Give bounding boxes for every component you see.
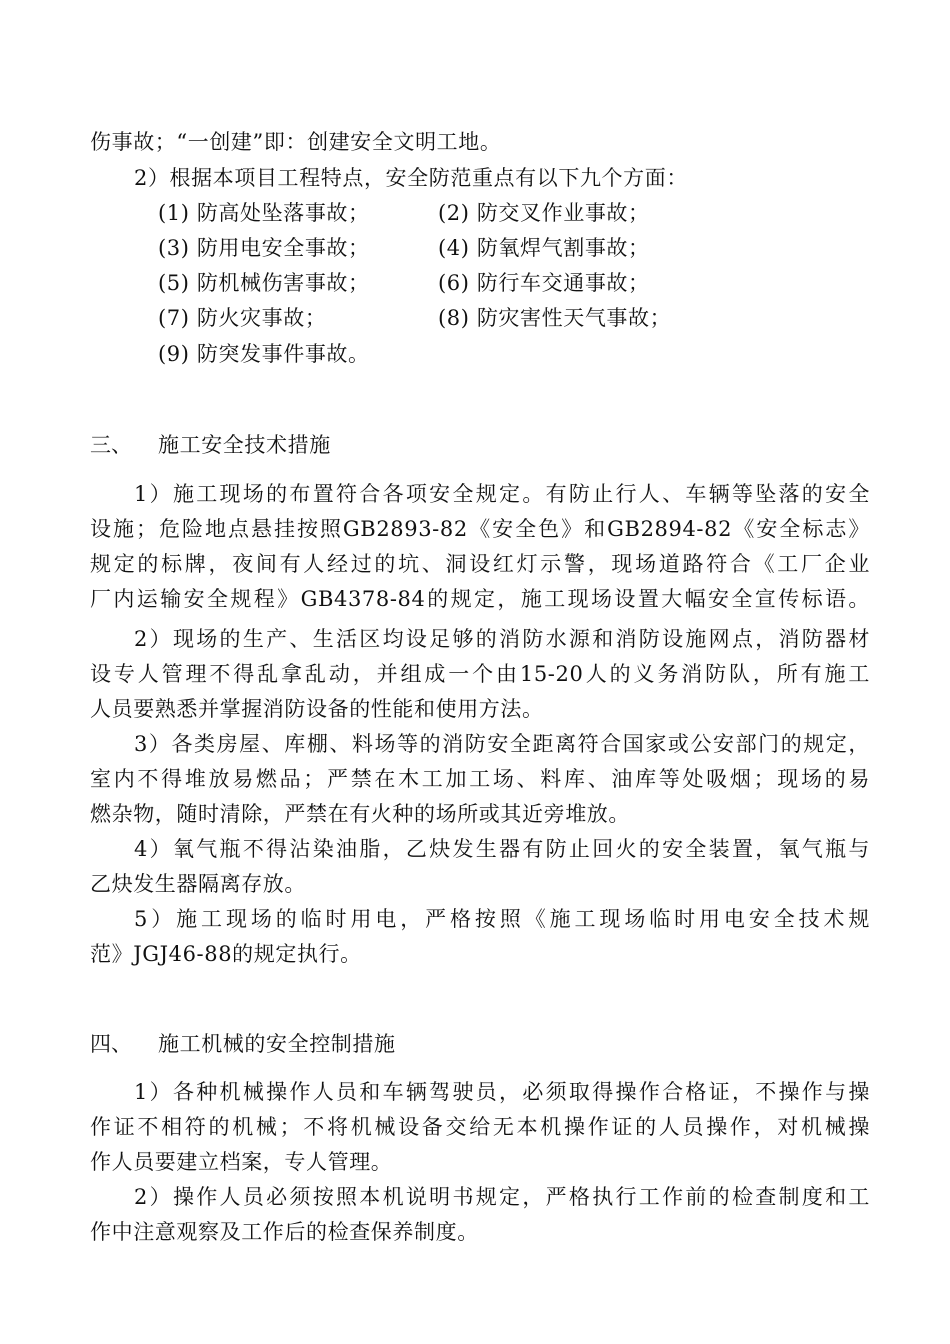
paragraph-line: 乙炔发生器隔离存放。 [90, 872, 306, 896]
paragraph-line: 作中注意观察及工作后的检查保养制度。 [90, 1220, 479, 1244]
list-item: (6) 防行车交通事故； [438, 271, 650, 295]
paragraph-line: 设专人管理不得乱拿乱动，并组成一个由15-20人的义务消防队，所有施工 [90, 662, 870, 686]
section-3-number: 三、 [90, 433, 132, 457]
paragraph-line: 2）操作人员必须按照本机说明书规定，严格执行工作前的检查制度和工 [134, 1185, 870, 1209]
paragraph-line: 3）各类房屋、库棚、料场等的消防安全距离符合国家或公安部门的规定， [134, 732, 870, 756]
list-item: (9) 防突发事件事故。 [158, 342, 370, 366]
paragraph-line: 室内不得堆放易燃品；严禁在木工加工场、料库、油库等处吸烟；现场的易 [90, 767, 870, 791]
list-item: (8) 防灾害性天气事故； [438, 306, 672, 330]
list-item: (1) 防高处坠落事故； [158, 201, 370, 225]
section-4-number: 四、 [90, 1032, 132, 1056]
paragraph-line: 4）氧气瓶不得沾染油脂，乙炔发生器有防止回火的安全装置，氧气瓶与 [134, 837, 870, 861]
section-4-title: 施工机械的安全控制措施 [158, 1032, 396, 1056]
paragraph-line: 1）各种机械操作人员和车辆驾驶员，必须取得操作合格证，不操作与操 [134, 1080, 870, 1104]
paragraph-line: 人员要熟悉并掌握消防设备的性能和使用方法。 [90, 697, 544, 721]
list-item: (4) 防氧焊气割事故； [438, 236, 650, 260]
intro-line-1: 伤事故；“一创建”即：创建安全文明工地。 [90, 130, 502, 154]
paragraph-line: 作人员要建立档案，专人管理。 [90, 1150, 393, 1174]
paragraph-line: 2）现场的生产、生活区均设足够的消防水源和消防设施网点，消防器材 [134, 627, 870, 651]
list-item: (5) 防机械伤害事故； [158, 271, 370, 295]
paragraph-line: 作证不相符的机械；不将机械设备交给无本机操作证的人员操作，对机械操 [90, 1115, 870, 1139]
paragraph-line: 规定的标牌，夜间有人经过的坑、洞设红灯示警，现场道路符合《工厂企业 [90, 552, 870, 576]
paragraph-line: 燃杂物，随时清除，严禁在有火种的场所或其近旁堆放。 [90, 802, 630, 826]
intro-line-2: 2）根据本项目工程特点，安全防范重点有以下九个方面： [134, 166, 688, 190]
paragraph-line: 厂内运输安全规程》GB4378-84的规定，施工现场设置大幅安全宣传标语。 [90, 587, 870, 611]
paragraph-line: 1）施工现场的布置符合各项安全规定。有防止行人、车辆等坠落的安全 [134, 482, 870, 506]
section-3-title: 施工安全技术措施 [158, 433, 331, 457]
paragraph-line: 5）施工现场的临时用电，严格按照《施工现场临时用电安全技术规 [134, 907, 870, 931]
paragraph-line: 设施；危险地点悬挂按照GB2893-82《安全色》和GB2894-82《安全标志》 [90, 517, 870, 541]
paragraph-line: 范》JGJ46-88的规定执行。 [90, 942, 362, 966]
list-item: (3) 防用电安全事故； [158, 236, 370, 260]
list-item: (7) 防火灾事故； [158, 306, 327, 330]
list-item: (2) 防交叉作业事故； [438, 201, 650, 225]
